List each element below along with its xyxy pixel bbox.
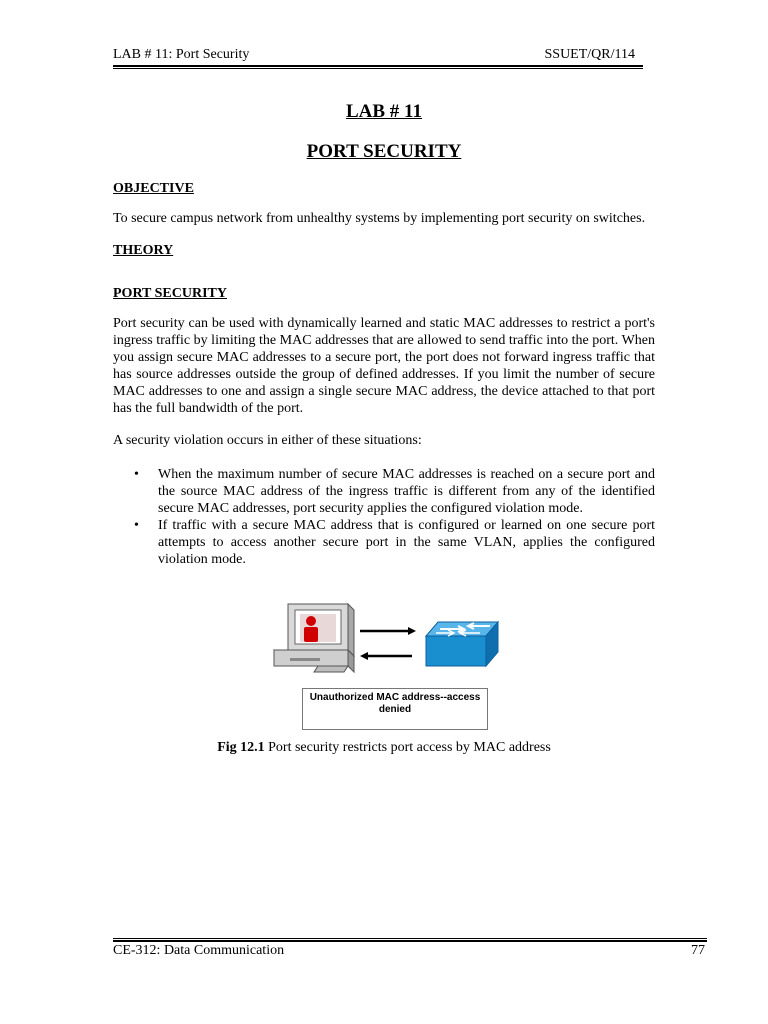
bullet-icon: • <box>134 467 139 482</box>
footer-rule <box>113 938 707 942</box>
violation-intro: A security violation occurs in either of these situations: <box>113 433 422 448</box>
unauthorized-label: Unauthorized MAC address--access denied <box>302 688 488 730</box>
page-number: 77 <box>691 943 705 958</box>
footer-bar <box>113 943 707 959</box>
computer-icon <box>274 604 354 672</box>
figure-caption-text: Port security restricts port access by MAC address <box>264 740 551 755</box>
page-title: PORT SECURITY <box>306 141 462 162</box>
port-security-paragraph: Port security can be used with dynamically learned and static MAC addresses to restrict a port's ingress traffic by limiting the MAC addresses that are allowed to send traffic into the port. When you assign secure MAC addresses to a secure port, the port does not forward ingress traffic that has source addresses outside the group of defined addresses. If you limit the number of secure MAC addresses to one and assign a single secure MAC address, the device attached to that port has the full bandwidth of the port. <box>113 316 655 416</box>
lab-title: LAB # 11 <box>345 101 423 122</box>
objective-text: To secure campus network from unhealthy systems by implementing port security on switches. <box>113 211 646 226</box>
list-item <box>113 466 655 517</box>
list-item <box>113 517 655 568</box>
objective-heading: OBJECTIVE <box>113 181 194 196</box>
footer-left: CE-312: Data Communication <box>113 943 285 958</box>
header-bar <box>113 47 643 63</box>
figure-caption <box>113 740 655 756</box>
list-item-text: When the maximum number of secure MAC addresses is reached on a secure port and the source MAC address of the ingress traffic is different from any of the identified secure MAC addresses, port security applies the configured violation mode. <box>158 467 655 516</box>
arrow-right-icon <box>360 627 416 635</box>
header-right: SSUET/QR/114 <box>544 47 635 62</box>
list-item-text: If traffic with a secure MAC address that is configured or learned on one secure port attempts to access another secure port in the same VLAN, applies the configured violation mode. <box>158 518 655 567</box>
figure-caption-label: Fig 12.1 <box>217 740 265 755</box>
header-rule <box>113 65 643 69</box>
violation-list <box>113 466 655 568</box>
port-security-heading: PORT SECURITY <box>113 286 227 301</box>
arrow-left-icon <box>360 652 412 660</box>
theory-heading: THEORY <box>113 243 174 258</box>
switch-icon <box>426 622 498 666</box>
header-left: LAB # 11: Port Security <box>113 47 250 62</box>
bullet-icon: • <box>134 518 139 533</box>
